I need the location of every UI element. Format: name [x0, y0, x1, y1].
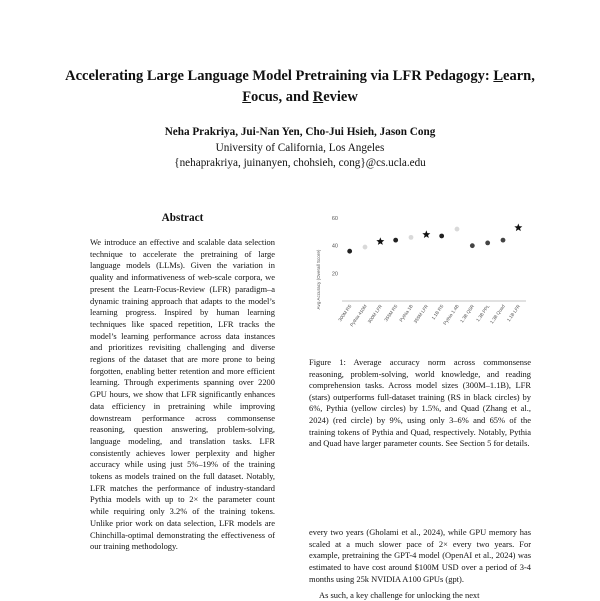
x-tick-label: Pythia 1.4B — [442, 303, 460, 326]
y-tick-label: 20 — [331, 271, 338, 278]
data-point-circle — [455, 227, 460, 232]
data-point-circle — [439, 234, 444, 239]
y-axis-label: Avg Accuracy (Overall Score) — [316, 249, 321, 310]
x-tick-label: 300M RS — [337, 303, 353, 323]
data-point-star — [376, 237, 384, 245]
body-text — [309, 527, 531, 601]
author-emails: {nehaprakriya, juinanyen, chohsieh, cong}@cs.ucla.edu — [174, 157, 426, 169]
figure-1-caption: Figure 1: Average accuracy norm across commonsense reasoning, problem-solving, world knowledge, and reading comprehension tasks. Across model sizes (300M–1.1B), LFR (stars) outperforms full-dataset training (RS in black circles) by 6%, Pythia (yellow circles) by 1.5%, and Quad (Zhang et al., 2024) (red circle) by 9%, using only 3–6% and 65% of the training tokens of Pythia and Quad, respectively. Notably, Pythia and Quad have larger parameter counts. See Section 5 for details. — [309, 357, 531, 449]
author-names: Neha Prakriya, Jui-Nan Yen, Cho-Jui Hsieh, Jason Cong — [164, 126, 436, 138]
body-paragraph-2: As such, a key challenge for unlocking the next — [319, 589, 480, 600]
abstract-text: We introduce an effective and scalable data selection technique to accelerate the pretraining of large language models (LLMs). Given the variation in quality and informativeness of web-scale corpora, we present the Learn-Focus-Review (LFR) paradigm–a dynamic training approach that adapts to the model’s learning progress. Inspired by human learning techniques like spaced repetition, LFR tracks the model’s learning performance across data instances and prioritizes revisiting challenging and diverse regions of the dataset that are more prone to being forgotten, enabling better retention and more efficient learning. Through experiments spanning over 2200 GPU hours, we show that LFR significantly enhances data efficiency in pretraining while improving downstream performance across commonsense reasoning, question answering, problem-solving, language modeling, and translation tasks. LFR consistently achieves lower perplexity and higher accuracy while using just 5%–19% of the training tokens as models trained on the full dataset. Notably, LFR matches the performance of industry-standard Pythia models with up to 2× the parameter count while requiring only 3.2% of the training tokens. Unlike prior work on data selection, LFR models are Chinchilla-optimal demonstrating the effectiveness of our training methodology. — [90, 237, 275, 552]
x-tick-label: 1.3B PPL — [475, 303, 491, 323]
title-letter-l: L — [493, 68, 504, 84]
x-tick-label: 1.1B RS — [430, 303, 445, 321]
title-main: Accelerating Large Language Model Pretraining via LFR Pedagogy: — [65, 68, 494, 84]
title-word-earn: earn, — [503, 68, 535, 84]
data-point-circle — [363, 245, 368, 250]
title-word-review: eview — [323, 89, 358, 105]
figure-1-chart — [306, 210, 531, 350]
y-tick-label: 60 — [331, 216, 338, 222]
x-tick-label: 1.3B QSR — [459, 303, 476, 324]
data-point-star — [422, 230, 430, 238]
data-point-circle — [409, 235, 414, 240]
x-tick-label: 1.1B LFR — [505, 303, 522, 323]
x-tick-label: 355M RS — [383, 303, 399, 323]
data-point-circle — [501, 238, 506, 243]
title-word-focus: ocus, and — [251, 89, 313, 105]
x-tick-label: 300M LFR — [366, 303, 384, 325]
abstract-heading: Abstract — [161, 212, 204, 224]
x-tick-label: Pythia 1B — [398, 303, 414, 323]
x-tick-label: 355M LFR — [412, 303, 430, 325]
data-point-star — [514, 223, 522, 231]
y-tick-label: 40 — [331, 243, 338, 250]
paper-title — [40, 66, 560, 108]
data-point-circle — [470, 243, 475, 248]
affiliation: University of California, Los Angeles — [215, 141, 385, 154]
data-point-circle — [347, 249, 352, 254]
title-letter-r: R — [312, 89, 324, 105]
x-tick-label: 1.3B Quad — [489, 303, 506, 325]
data-point-circle — [393, 238, 398, 243]
author-block — [40, 125, 560, 172]
data-point-circle — [485, 241, 490, 246]
title-letter-f: F — [242, 89, 252, 105]
body-paragraph-1: every two years (Gholami et al., 2024), while GPU memory has scaled at a much slower pace of 2× every two years. For example, pretraining the GPT-4 model (OpenAI et al., 2024) was estimated to have cost around $100M USD over a period of 3-4 months using 25k NVIDIA A100 GPUs (gpt). — [309, 527, 531, 584]
x-tick-label: Pythia 410M — [349, 303, 368, 328]
